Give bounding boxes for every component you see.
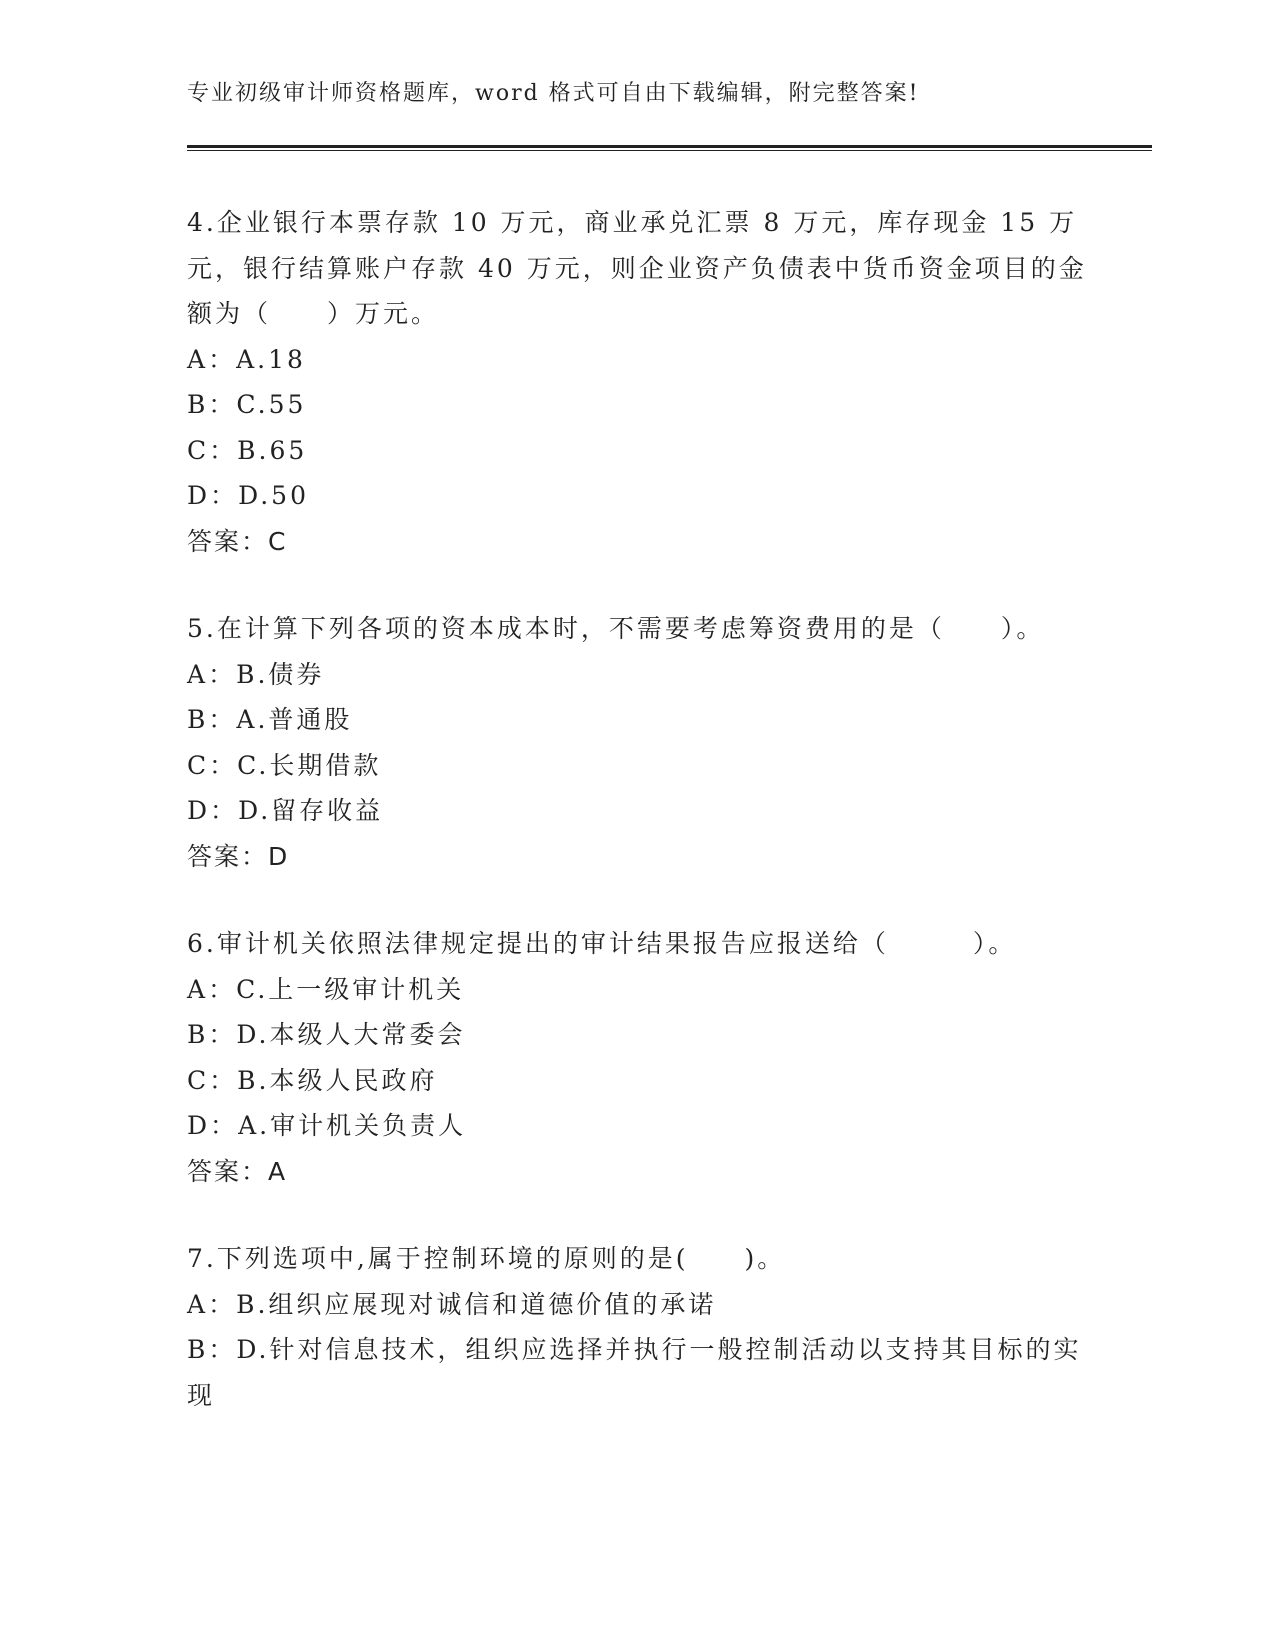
option-letter: C [187,1065,210,1095]
option-d: D：D.留存收益 [187,796,384,825]
option-text: A.18 [236,344,306,374]
option-d: D：A.审计机关负责人 [187,1111,467,1140]
option-letter: B [187,390,209,419]
option-letter: B [187,1335,209,1364]
option-d: D：D.50 [187,481,309,510]
answer-line: 答案：A [187,1156,288,1186]
option-text: C.55 [236,390,307,419]
option-text: C.上一级审计机关 [236,974,465,1004]
option-c: C：B.65 [187,435,308,465]
option-letter: A [187,344,209,374]
option-letter: D [187,1111,211,1140]
option-text: D.50 [238,481,309,510]
question-5 [187,606,1087,879]
answer-line: 答案：D [187,841,290,871]
option-a: A：C.上一级审计机关 [187,974,465,1004]
option-letter: D [187,481,211,510]
question-stem: 5.在计算下列各项的资本成本时，不需要考虑筹资费用的是（ ）。 [187,614,1045,643]
option-a: A：B.债券 [187,659,325,689]
option-b: B：C.55 [187,390,307,419]
question-stem: 7.下列选项中,属于控制环境的原则的是( )。 [187,1244,786,1273]
option-b: B：A.普通股 [187,705,353,734]
option-text: A.审计机关负责人 [238,1111,467,1140]
question-7 [187,1236,1087,1418]
option-a: A：B.组织应展现对诚信和道德价值的承诺 [187,1289,717,1319]
option-text: B.本级人民政府 [237,1065,438,1095]
page-header: 专业初级审计师资格题库，word 格式可自由下载编辑，附完整答案! [187,81,920,106]
option-text: A.普通股 [236,705,353,734]
option-letter: A [187,1289,209,1319]
header-divider [187,145,1152,148]
option-letter: A [187,974,209,1004]
option-text: B.65 [237,435,308,465]
option-letter: D [187,796,211,825]
question-6 [187,921,1087,1194]
option-letter: C [187,435,210,465]
option-text: D.针对信息技术，组织应选择并执行一般控制活动以支持其目标的实现 [187,1335,1082,1410]
option-letter: B [187,1020,209,1049]
question-stem: 4.企业银行本票存款 10 万元，商业承兑汇票 8 万元，库存现金 15 万元，银行结算账户存款 40 万元，则企业资产负债表中货币资金项目的金额为（ ）万元。 [187,208,1087,328]
option-text: B.债券 [236,659,325,689]
option-letter: A [187,659,209,689]
option-text: D.留存收益 [238,796,384,825]
question-stem: 6.审计机关依照法律规定提出的审计结果报告应报送给（ ）。 [187,929,1017,958]
question-4 [187,200,1087,564]
option-b: B：D.本级人大常委会 [187,1020,466,1049]
option-a: A：A.18 [187,344,306,374]
option-text: C.长期借款 [237,750,382,780]
option-letter: C [187,750,210,780]
option-letter: B [187,705,209,734]
option-text: B.组织应展现对诚信和道德价值的承诺 [236,1289,717,1319]
option-c: C：C.长期借款 [187,750,382,780]
answer-line: 答案：C [187,526,288,556]
option-c: C：B.本级人民政府 [187,1065,438,1095]
question-list [187,200,1087,1460]
option-text: D.本级人大常委会 [236,1020,466,1049]
option-b: B：D.针对信息技术，组织应选择并执行一般控制活动以支持其目标的实现 [187,1335,1082,1410]
